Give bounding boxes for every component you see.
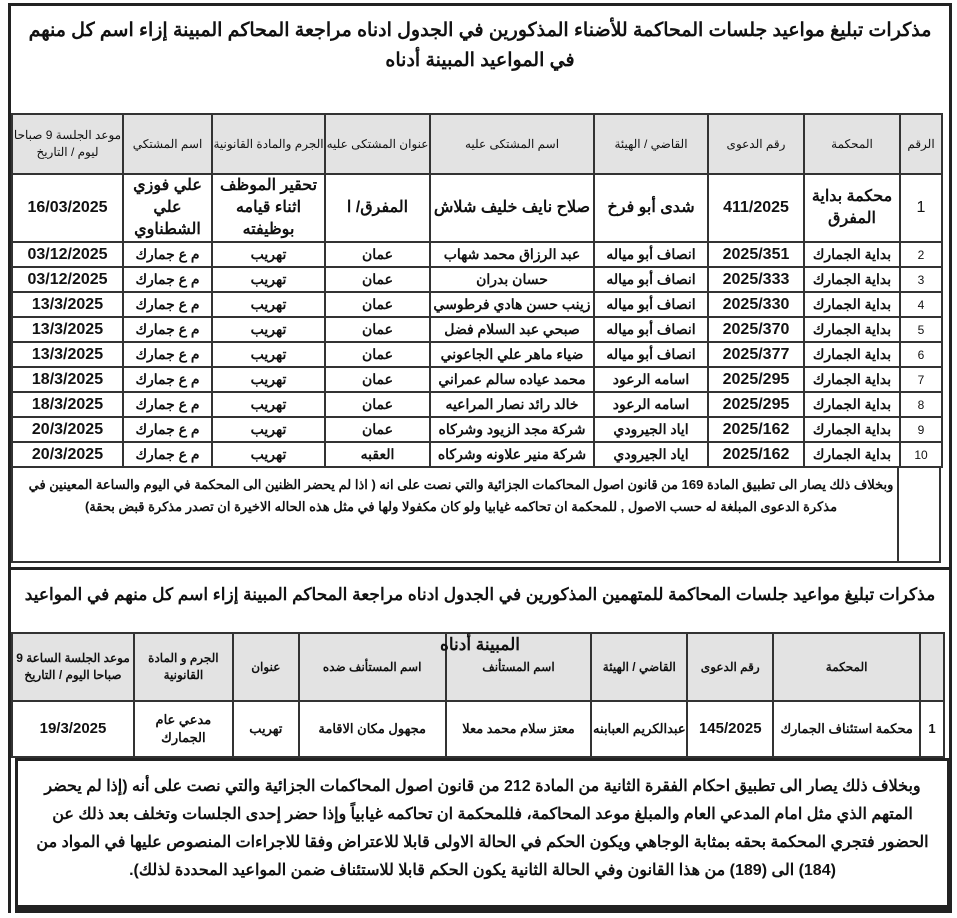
cell-court: بداية الجمارك (804, 317, 900, 342)
cell-num: 6 (900, 342, 942, 367)
header-court: المحكمة (804, 114, 900, 174)
cell-address: عمان (325, 317, 430, 342)
cell-crime: تهريب (212, 417, 325, 442)
cell-court: بداية الجمارك (804, 392, 900, 417)
cell-name: معتز سلام محمد معلا (446, 701, 592, 757)
cell-name: محمد عياده سالم عمراني (430, 367, 594, 392)
cell-judge: اياد الجيرودي (594, 442, 708, 467)
cell-case: 411/2025 (708, 174, 804, 242)
cell-court: بداية الجمارك (804, 367, 900, 392)
cell-court: محكمة بداية المفرق (804, 174, 900, 242)
cell-date: 18/3/2025 (12, 392, 123, 417)
cell-num: 3 (900, 267, 942, 292)
cell-num: 8 (900, 392, 942, 417)
header-address: عنوان المشتكى عليه (325, 114, 430, 174)
cell-case: 2025/330 (708, 292, 804, 317)
cell-court: بداية الجمارك (804, 242, 900, 267)
cell-crime: تهريب (233, 701, 299, 757)
cell-name: صبحي عبد السلام فضل (430, 317, 594, 342)
cell-address: عمان (325, 242, 430, 267)
cell-name: عبد الرزاق محمد شهاب (430, 242, 594, 267)
cell-court: بداية الجمارك (804, 417, 900, 442)
cell-complainant: م ع جمارك (123, 392, 212, 417)
cell-complainant: علي فوزي علي الشطناوي (123, 174, 212, 242)
header-court: المحكمة (773, 633, 920, 701)
header-date: موعد الجلسة الساعة 9 صباحا اليوم / التاريخ (12, 633, 134, 701)
cell-date: 20/3/2025 (12, 417, 123, 442)
cell-name: زينب حسن هادي فرطوسي (430, 292, 594, 317)
cell-judge: عبدالكريم العبابنه (591, 701, 687, 757)
table-row (12, 317, 942, 342)
cell-num: 7 (900, 367, 942, 392)
cell-date: 16/03/2025 (12, 174, 123, 242)
cell-case: 2025/351 (708, 242, 804, 267)
header-num: الرقم (900, 114, 942, 174)
header-crime: الجرم والمادة القانونية (212, 114, 325, 174)
table-row (12, 267, 942, 292)
header-case: رقم الدعوى (708, 114, 804, 174)
cell-court: بداية الجمارك (804, 292, 900, 317)
table-row (12, 701, 944, 757)
defendants-table (11, 113, 943, 468)
table-row (12, 342, 942, 367)
cell-date: 03/12/2025 (12, 242, 123, 267)
cell-date: 19/3/2025 (12, 701, 134, 757)
cell-name: حسان بدران (430, 267, 594, 292)
cell-judge: اياد الجيرودي (594, 417, 708, 442)
notice2-title: مذكرات تبليغ مواعيد جلسات المحاكمة للمتهمين المذكورين في الجدول ادناه مراجعة المحاكم المبينة إزاء اسم كل منهم في المواعيد المبينة أدناه (11, 567, 949, 632)
cell-address: عمان (325, 417, 430, 442)
cell-complainant: م ع جمارك (123, 242, 212, 267)
cell-address: المفرق/ ا (325, 174, 430, 242)
header-case: رقم الدعوى (687, 633, 773, 701)
court-notice (8, 3, 952, 913)
cell-name: خالد رائد نصار المراعيه (430, 392, 594, 417)
header-name: اسم المستأنف (446, 633, 592, 701)
notice1-note-text: وبخلاف ذلك يصار الى تطبيق المادة 169 من قانون اصول المحاكمات الجزائية والتي نصت على انه ( اذا لم يحضر الظنين الى المحكمة في اليوم والساعة المعينين في مذكرة الدعوى المبلغة له حسب الاصول , للمحكمة ان تحاكمه غيابيا ولو كان مكفولا ولها في مثل هذه الحاله الاخيرة ان تصدر مذكرة قبض بحقة) (28, 477, 894, 514)
cell-judge: انصاف أبو مياله (594, 317, 708, 342)
cell-complainant: م ع جمارك (123, 292, 212, 317)
cell-date: 13/3/2025 (12, 292, 123, 317)
cell-name: شركة مجد الزيود وشركاه (430, 417, 594, 442)
cell-date: 18/3/2025 (12, 367, 123, 392)
cell-num: 1 (920, 701, 944, 757)
cell-address: عمان (325, 392, 430, 417)
header-name: اسم المشتكى عليه (430, 114, 594, 174)
cell-case: 2025/333 (708, 267, 804, 292)
table-row (12, 242, 942, 267)
header-judge: القاضي / الهيئة (591, 633, 687, 701)
cell-court: بداية الجمارك (804, 342, 900, 367)
cell-date: 20/3/2025 (12, 442, 123, 467)
cell-case: 145/2025 (687, 701, 773, 757)
notice2-legal-note: وبخلاف ذلك يصار الى تطبيق احكام الفقرة الثانية من المادة 212 من قانون اصول المحاكمات الجزائية والتي نصت على أنه (إذا لم يحضر المتهم الذي مثل امام المدعي العام والمبلغ موعد المحاكمة، فللمحكمة ان تحاكمه غيابياً وإذا حضر إحدى الجلسات وتخلف بعد ذلك عن الحضور فتجري المحكمة بحقه بمثابة الوجاهي ويكون الحكم في الحالة الاولى قابلا للاعتراض وفقا للاجراءات المنصوص عليها في المواد من (184) الى (189) من هذا القانون وفي الحالة الثانية يكون الحكم قابلا للاستئناف ضمن المواعيد المحددة لذلك). (15, 758, 950, 913)
cell-date: 03/12/2025 (12, 267, 123, 292)
cell-judge: اسامه الرعود (594, 367, 708, 392)
cell-crime: تهريب (212, 317, 325, 342)
header-complainant: الجرم و المادة القانونية (134, 633, 233, 701)
cell-complainant: م ع جمارك (123, 417, 212, 442)
cell-case: 2025/370 (708, 317, 804, 342)
table-row (12, 367, 942, 392)
cell-address: عمان (325, 292, 430, 317)
header-date: موعد الجلسة 9 صباحا ليوم / التاريخ (12, 114, 123, 174)
cell-name: شركة منير علاونه وشركاه (430, 442, 594, 467)
cell-court: بداية الجمارك (804, 442, 900, 467)
header-num (920, 633, 944, 701)
cell-case: 2025/295 (708, 392, 804, 417)
cell-case: 2025/162 (708, 442, 804, 467)
cell-num: 4 (900, 292, 942, 317)
cell-address: عمان (325, 342, 430, 367)
cell-num: 10 (900, 442, 942, 467)
cell-crime: تحقير الموظف اثناء قيامه بوظيفته (212, 174, 325, 242)
cell-crime: تهريب (212, 342, 325, 367)
cell-court: محكمة استئناف الجمارك (773, 701, 920, 757)
cell-case: 2025/377 (708, 342, 804, 367)
table-row (12, 292, 942, 317)
cell-crime: تهريب (212, 367, 325, 392)
cell-crime: تهريب (212, 292, 325, 317)
cell-address: عمان (325, 367, 430, 392)
header-crime: عنوان (233, 633, 299, 701)
cell-date: 13/3/2025 (12, 317, 123, 342)
cell-case: 2025/162 (708, 417, 804, 442)
cell-crime: تهريب (212, 267, 325, 292)
cell-num: 2 (900, 242, 942, 267)
cell-name: صلاح نايف خليف شلاش (430, 174, 594, 242)
cell-name: ضياء ماهر علي الجاعوني (430, 342, 594, 367)
cell-judge: انصاف أبو مياله (594, 267, 708, 292)
cell-address: مجهول مكان الاقامة (299, 701, 446, 757)
table-row (12, 174, 942, 242)
cell-date: 13/3/2025 (12, 342, 123, 367)
cell-complainant: م ع جمارك (123, 267, 212, 292)
cell-judge: شدى أبو فرخ (594, 174, 708, 242)
cell-num: 9 (900, 417, 942, 442)
table-row (12, 392, 942, 417)
cell-crime: تهريب (212, 392, 325, 417)
cell-complainant: مدعي عام الجمارك (134, 701, 233, 757)
cell-num: 1 (900, 174, 942, 242)
notice1-legal-note (11, 468, 941, 563)
cell-judge: انصاف أبو مياله (594, 342, 708, 367)
cell-judge: اسامه الرعود (594, 392, 708, 417)
cell-complainant: م ع جمارك (123, 367, 212, 392)
cell-complainant: م ع جمارك (123, 317, 212, 342)
cell-judge: انصاف أبو مياله (594, 242, 708, 267)
header-complainant: اسم المشتكي (123, 114, 212, 174)
header-judge: القاضي / الهيئة (594, 114, 708, 174)
cell-address: عمان (325, 267, 430, 292)
cell-complainant: م ع جمارك (123, 342, 212, 367)
table-row (12, 442, 942, 467)
table-row (12, 417, 942, 442)
cell-judge: انصاف أبو مياله (594, 292, 708, 317)
cell-crime: تهريب (212, 242, 325, 267)
cell-address: العقبه (325, 442, 430, 467)
notice1-title: مذكرات تبليغ مواعيد جلسات المحاكمة للأضناء المذكورين في الجدول ادناه مراجعة المحاكم المبينة إزاء اسم كل منهم في المواعيد المبينة أدناه (28, 20, 932, 71)
cell-crime: تهريب (212, 442, 325, 467)
cell-num: 5 (900, 317, 942, 342)
cell-case: 2025/295 (708, 367, 804, 392)
cell-complainant: م ع جمارك (123, 442, 212, 467)
cell-court: بداية الجمارك (804, 267, 900, 292)
header-address: اسم المستأنف ضده (299, 633, 446, 701)
note-side-column (897, 468, 939, 561)
